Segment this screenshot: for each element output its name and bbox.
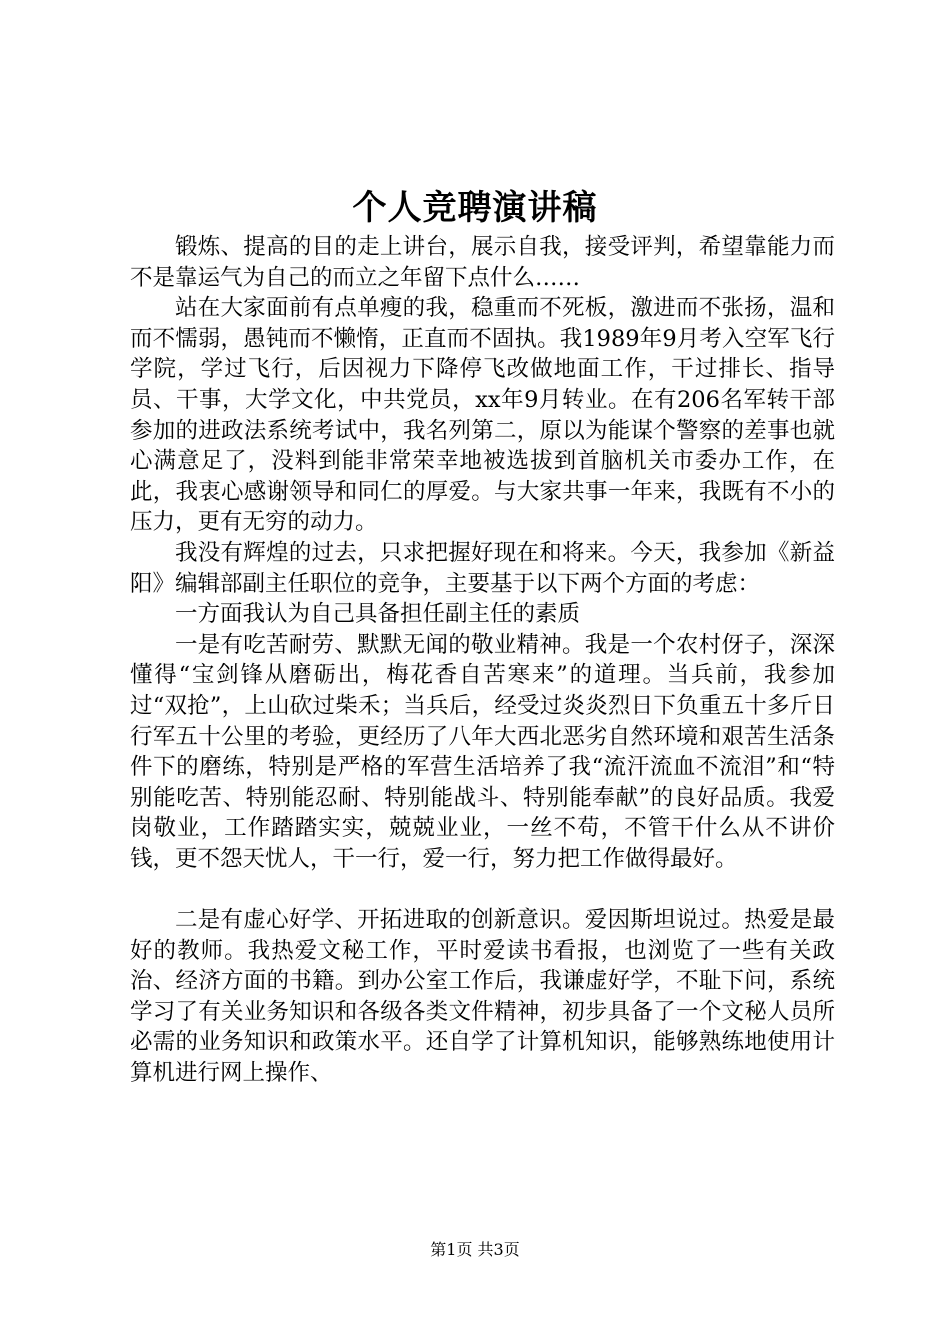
paragraph-intro: 锻炼、提高的目的走上讲台，展示自我，接受评判，希望靠能力而不是靠运气为自己的而立之年留下点什么…… <box>130 234 835 291</box>
paragraph-section-heading: 一方面我认为自己具备担任副主任的素质 <box>175 601 581 628</box>
document-title: 个人竞聘演讲稿 <box>352 188 598 228</box>
paragraph-point-two: 二是有虚心好学、开拓进取的创新意识。爱因斯坦说过。热爱是最好的教师。我热爱文秘工作，平时爱读书看报，也浏览了一些有关政治、经济方面的书籍。到办公室工作后，我谦虚好学，不耻下问，系统学习了有关业务知识和各级各类文件精神，初步具备了一个文秘人员所必需的业务知识和政策水平。还自学了计算机知识，能够熟练地使用计算机进行网上操作、 <box>130 907 835 1087</box>
paragraph-point-one: 一是有吃苦耐劳、默默无闻的敬业精神。我是一个农村伢子，深深懂得“宝剑锋从磨砺出，梅花香自苦寒来”的道理。当兵前，我参加过“双抢”，上山砍过柴禾；当兵后，经受过炎炎烈日下负重五十多斤日行军五十公里的考验，更经历了八年大西北恶劣自然环境和艰苦生活条件下的磨练，特别是严格的军营生活培养了我“流汗流血不流泪”和“特别能吃苦、特别能忍耐、特别能战斗、特别能奉献”的良好品质。我爱岗敬业，工作踏踏实实，兢兢业业，一丝不苟，不管干什么从不讲价钱，更不怨天忧人，干一行，爱一行，努力把工作做得最好。 <box>130 631 835 872</box>
document-body <box>130 232 835 1089</box>
paragraph-motivation: 我没有辉煌的过去，只求把握好现在和将来。今天，我参加《新益阳》编辑部副主任职位的竞争，主要基于以下两个方面的考虑： <box>130 539 835 597</box>
blank-line <box>130 874 835 905</box>
paragraph-self-introduction: 站在大家面前有点单瘦的我，稳重而不死板，激进而不张扬，温和而不懦弱，愚钝而不懒惰，正直而不固执。我1989年9月考入空军飞行学院，学过飞行，后因视力下降停飞改做地面工作，干过排长、指导员、干事，大学文化，中共党员，xx年9月转业。在有206名军转干部参加的进政法系统考试中，我名列第二，原以为能谋个警察的差事也就心满意足了，没料到能非常荣幸地被选拔到首脑机关市委办工作，在此，我衷心感谢领导和同仁的厚爱。与大家共事一年来，我既有不小的压力，更有无穷的动力。 <box>130 295 835 536</box>
page-footer: 第1页 共3页 <box>430 1240 520 1259</box>
